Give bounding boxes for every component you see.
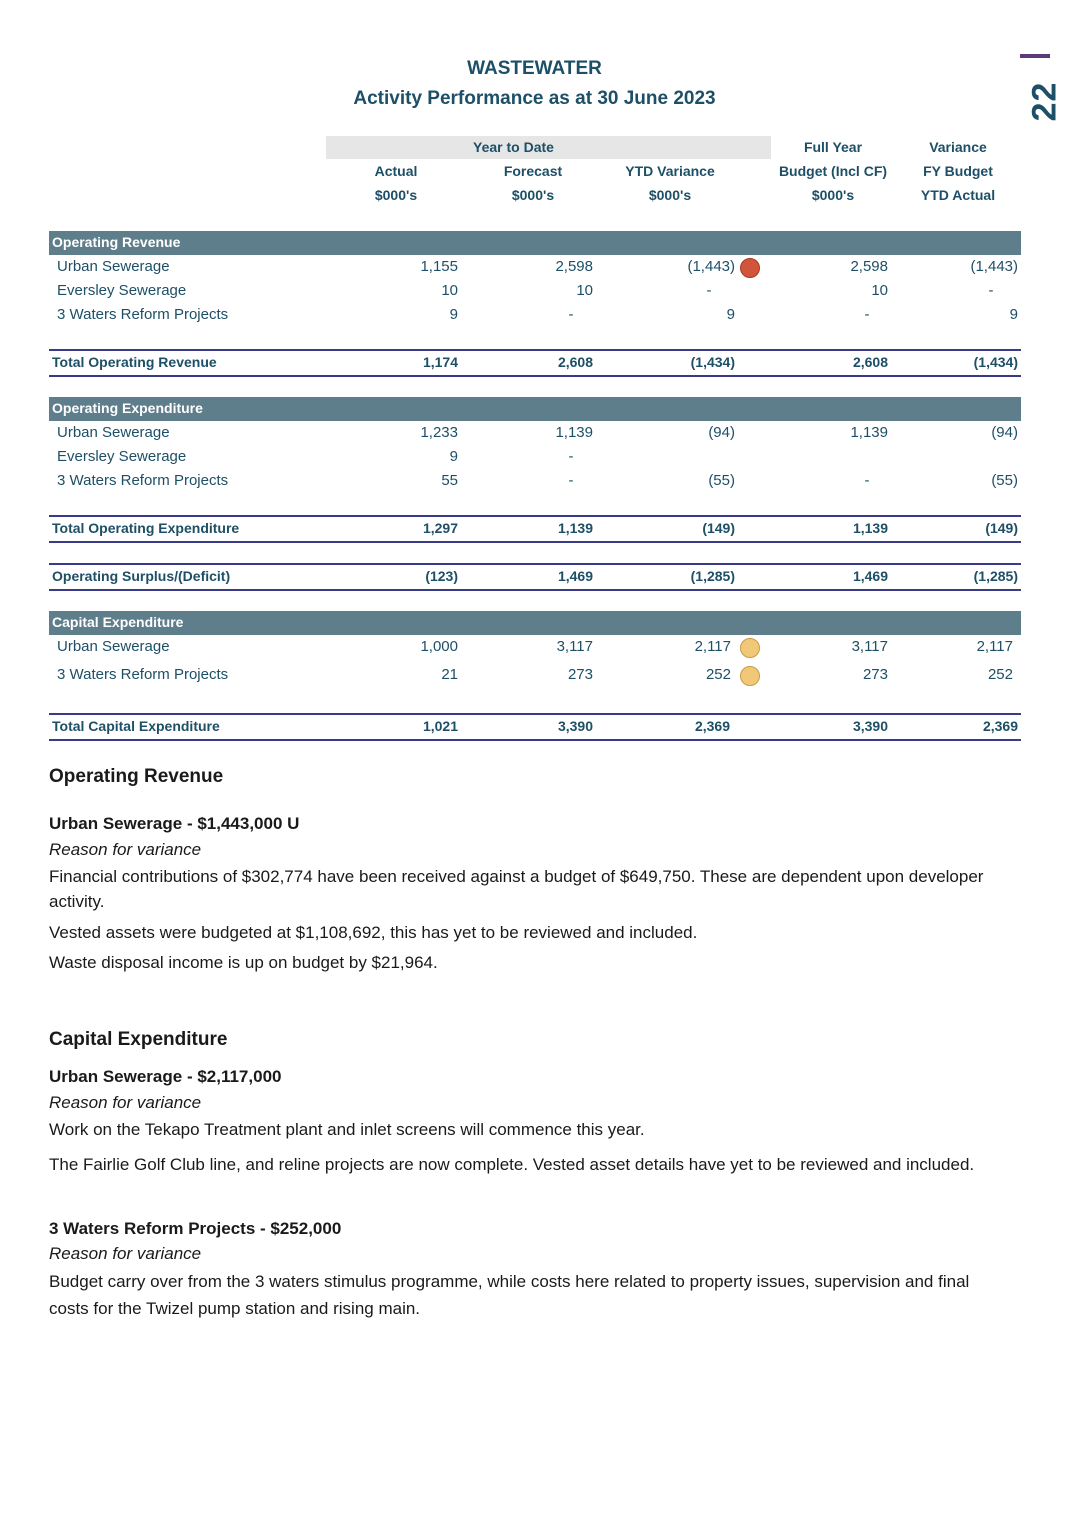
cell-ytd-variance: 9 bbox=[726, 306, 735, 323]
cell-variance: 2,117 bbox=[976, 638, 1013, 655]
cell-actual: 1,021 bbox=[422, 718, 458, 734]
cell-ytd-variance: (55) bbox=[708, 472, 735, 489]
page-number-text: 22 bbox=[1025, 81, 1064, 122]
cell-ytd-variance: (1,285) bbox=[690, 568, 735, 584]
cell-forecast: 1,469 bbox=[557, 568, 593, 584]
page-subtitle: Activity Performance as at 30 June 2023 bbox=[353, 88, 716, 109]
cell-actual: 9 bbox=[449, 448, 458, 465]
cell-actual: 55 bbox=[441, 472, 458, 489]
status-red-indicator bbox=[740, 258, 760, 278]
cell-variance: 252 bbox=[987, 666, 1013, 683]
cell-forecast: 3,390 bbox=[557, 718, 593, 734]
commentary-paragraph: Financial contributions of $302,774 have been received against a budget of $649,750. These are dependent upon developer activity. bbox=[49, 867, 984, 911]
total-row-operating-surplus bbox=[49, 563, 1021, 591]
cell-fy-budget: 273 bbox=[862, 666, 888, 683]
total-row-operating-revenue bbox=[49, 349, 1021, 377]
cell-variance: 2,369 bbox=[982, 718, 1018, 734]
cell-variance: (1,285) bbox=[973, 568, 1018, 584]
cell-forecast: 1,139 bbox=[557, 520, 593, 536]
cell-forecast: 2,608 bbox=[557, 354, 593, 370]
reason-label: Reason for variance bbox=[49, 1093, 202, 1112]
cell-variance: (1,434) bbox=[973, 354, 1018, 370]
col-forecast-header-1: Forecast bbox=[503, 163, 563, 179]
cell-forecast: - bbox=[568, 472, 574, 489]
table-row bbox=[49, 421, 1021, 445]
cell-fy-budget: 2,598 bbox=[850, 258, 888, 275]
table-row bbox=[49, 303, 1021, 327]
cell-actual: 1,155 bbox=[420, 258, 458, 275]
cell-fy-budget: 1,139 bbox=[852, 520, 888, 536]
section-title: Operating Revenue bbox=[52, 234, 181, 250]
total-label: Total Capital Expenditure bbox=[52, 718, 220, 734]
row-label: Urban Sewerage bbox=[57, 258, 170, 275]
section-header-operating-revenue bbox=[49, 231, 1021, 255]
row-label: Eversley Sewerage bbox=[57, 282, 187, 299]
commentary-paragraph: Waste disposal income is up on budget by $21,964. bbox=[49, 953, 438, 972]
commentary-subheading: 3 Waters Reform Projects - $252,000 bbox=[49, 1219, 342, 1238]
cell-forecast: 3,117 bbox=[556, 638, 593, 655]
cell-actual: 21 bbox=[441, 666, 458, 683]
cell-ytd-variance: (149) bbox=[702, 520, 735, 536]
table-row bbox=[49, 445, 1021, 469]
cell-ytd-variance: (1,443) bbox=[687, 258, 735, 275]
cell-fy-budget: 10 bbox=[871, 282, 888, 299]
total-label: Operating Surplus/(Deficit) bbox=[52, 568, 231, 584]
cell-fy-budget: - bbox=[864, 306, 870, 323]
cell-ytd-variance: (1,434) bbox=[690, 354, 735, 370]
cell-ytd-variance: 2,117 bbox=[694, 638, 731, 655]
commentary-subheading: Urban Sewerage - $1,443,000 U bbox=[49, 814, 300, 833]
cell-ytd-variance: (94) bbox=[708, 424, 735, 441]
row-label: 3 Waters Reform Projects bbox=[57, 666, 229, 683]
commentary-paragraph: Budget carry over from the 3 waters stimulus programme, while costs here related to property issues, supervision and final costs for the Twizel pump station and rising main. bbox=[49, 1272, 970, 1318]
cell-actual: 10 bbox=[441, 282, 458, 299]
section-header-capital-expenditure bbox=[49, 611, 1021, 635]
cell-fy-budget: 3,390 bbox=[852, 718, 888, 734]
cell-actual: 1,297 bbox=[422, 520, 458, 536]
section-title: Capital Expenditure bbox=[52, 614, 184, 630]
row-label: Urban Sewerage bbox=[57, 424, 170, 441]
col-ytdvar-header-2: $000's bbox=[648, 187, 692, 203]
cell-forecast: 2,598 bbox=[555, 258, 593, 275]
table-row bbox=[49, 255, 1021, 279]
cell-ytd-variance: - bbox=[706, 282, 712, 299]
col-var-header-2: FY Budget bbox=[923, 163, 993, 179]
cell-variance: (149) bbox=[985, 520, 1018, 536]
col-actual-header-2: $000's bbox=[374, 187, 418, 203]
cell-variance: - bbox=[988, 282, 994, 299]
reason-label: Reason for variance bbox=[49, 840, 202, 859]
total-row-operating-expenditure bbox=[49, 515, 1021, 543]
row-label: Eversley Sewerage bbox=[57, 448, 187, 465]
col-fy-header-1: Full Year bbox=[803, 139, 863, 155]
cell-fy-budget: - bbox=[864, 472, 870, 489]
reason-label: Reason for variance bbox=[49, 1244, 202, 1263]
row-label: 3 Waters Reform Projects bbox=[57, 306, 229, 323]
ytd-group-header: Year to Date bbox=[473, 139, 554, 155]
col-forecast-header-2: $000's bbox=[511, 187, 555, 203]
table-row bbox=[49, 469, 1021, 493]
section-title: Operating Expenditure bbox=[52, 400, 203, 416]
cell-variance: 9 bbox=[1009, 306, 1018, 323]
cell-variance: (1,443) bbox=[970, 258, 1018, 275]
cell-fy-budget: 1,469 bbox=[852, 568, 888, 584]
cell-fy-budget: 3,117 bbox=[851, 638, 888, 655]
table-row bbox=[49, 279, 1021, 303]
total-label: Total Operating Expenditure bbox=[52, 520, 240, 536]
commentary-heading-operating-revenue: Operating Revenue bbox=[49, 766, 224, 787]
cell-fy-budget: 1,139 bbox=[850, 424, 888, 441]
commentary-subheading: Urban Sewerage - $2,117,000 bbox=[49, 1067, 282, 1086]
col-ytdvar-header-1: YTD Variance bbox=[625, 163, 715, 179]
cell-variance: (94) bbox=[991, 424, 1018, 441]
commentary-paragraph: The Fairlie Golf Club line, and reline projects are now complete. Vested asset details have yet to be reviewed and included. bbox=[49, 1155, 975, 1174]
col-fy-header-3: $000's bbox=[811, 187, 855, 203]
cell-actual: 1,233 bbox=[420, 424, 458, 441]
total-row-capital-expenditure bbox=[49, 713, 1021, 741]
section-header-operating-expenditure bbox=[49, 397, 1021, 421]
status-amber-indicator bbox=[740, 638, 760, 658]
cell-actual: 1,174 bbox=[422, 354, 458, 370]
commentary-heading-capital-expenditure: Capital Expenditure bbox=[49, 1029, 228, 1050]
cell-forecast: 1,139 bbox=[555, 424, 593, 441]
col-var-header-3: YTD Actual bbox=[920, 187, 996, 203]
cell-forecast: 10 bbox=[576, 282, 593, 299]
col-actual-header-1: Actual bbox=[374, 163, 418, 179]
col-fy-header-2: Budget (Incl CF) bbox=[778, 163, 888, 179]
cell-fy-budget: 2,608 bbox=[852, 354, 888, 370]
cell-forecast: - bbox=[568, 448, 574, 465]
cell-ytd-variance: 252 bbox=[705, 666, 731, 683]
commentary-paragraph: Work on the Tekapo Treatment plant and inlet screens will commence this year. bbox=[49, 1120, 645, 1139]
cell-ytd-variance: 2,369 bbox=[694, 718, 730, 734]
row-label: 3 Waters Reform Projects bbox=[57, 472, 229, 489]
col-var-header-1: Variance bbox=[929, 139, 987, 155]
total-label: Total Operating Revenue bbox=[52, 354, 217, 370]
row-label: Urban Sewerage bbox=[57, 638, 170, 655]
status-amber-indicator bbox=[740, 666, 760, 686]
cell-forecast: 273 bbox=[567, 666, 593, 683]
cell-forecast: - bbox=[568, 306, 574, 323]
table-row bbox=[49, 635, 1021, 659]
table-row bbox=[49, 663, 1021, 687]
page-title: WASTEWATER bbox=[467, 58, 602, 79]
commentary-paragraph: Vested assets were budgeted at $1,108,692, this has yet to be reviewed and included. bbox=[49, 923, 698, 942]
cell-actual: 1,000 bbox=[420, 638, 458, 655]
cell-actual: 9 bbox=[449, 306, 458, 323]
cell-variance: (55) bbox=[991, 472, 1018, 489]
cell-actual: (123) bbox=[425, 568, 458, 584]
